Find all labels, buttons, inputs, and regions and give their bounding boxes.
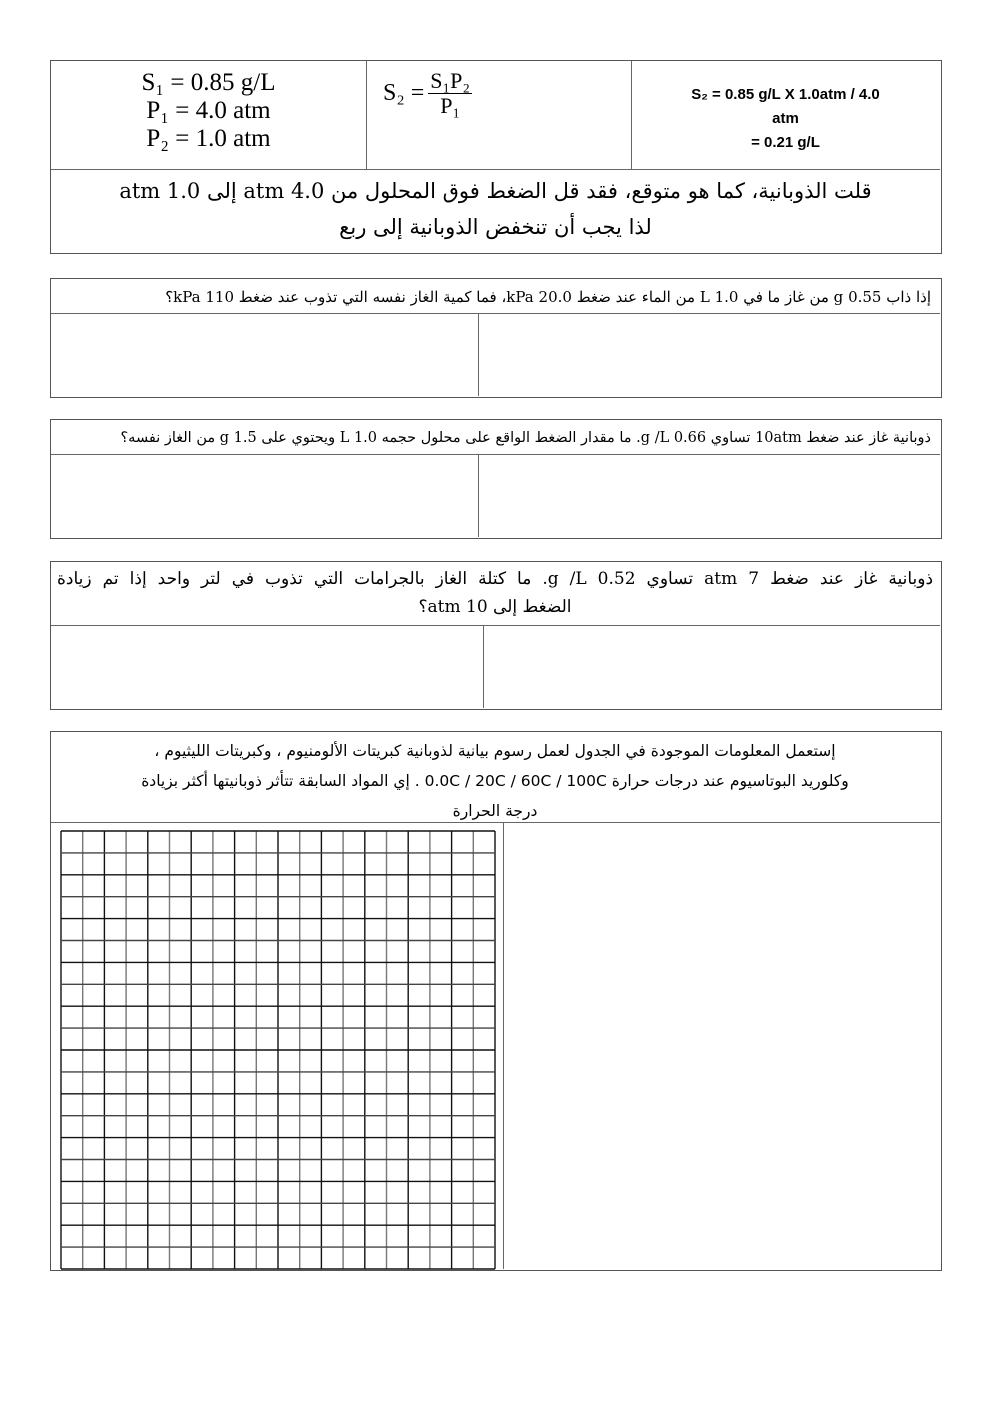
calc-line: = 0.21 g/L [751, 134, 820, 151]
task-text [57, 736, 933, 826]
answer-area-left[interactable] [51, 627, 483, 708]
divider [51, 169, 940, 170]
calculation-cell [633, 83, 938, 155]
formula-denominator: P₁ [440, 93, 461, 118]
given-p2: P₂ = 1.0 atm [146, 125, 271, 152]
formula-cell [383, 69, 623, 118]
divider [483, 625, 484, 708]
divider [478, 313, 479, 396]
question-1 [50, 278, 942, 398]
explanation-line: لذا يجب أن تنخفض الذوبانية إلى ربع [339, 215, 652, 239]
question-text [57, 565, 933, 621]
example-table [50, 60, 942, 254]
divider [51, 313, 940, 314]
answer-area-right[interactable] [480, 315, 938, 397]
divider [51, 625, 940, 626]
task-line: إستعمل المعلومات الموجودة في الجدول لعمل رسوم بيانية لذوبانية كبريتات الألومنيوم ، وكبريتات الليثيوم ، [154, 742, 836, 760]
divider [51, 454, 940, 455]
question-3 [50, 561, 942, 710]
given-s1: S₁ = 0.85 g/L [141, 69, 276, 96]
divider [631, 61, 632, 169]
question-text: إذا ذاب 0.55 g من غاز ما في 1.0 L من الماء عند ضغط 20.0 kPa، فما كمية الغاز نفسه التي تذوب عند ضغط 110 kPa؟ [165, 288, 931, 306]
question-line: الضغط إلى 10 atm؟ [418, 597, 572, 617]
task-line: وكلوريد البوتاسيوم عند درجات حرارة 0.0C / 20C / 60C / 100C . إي المواد السابقة تتأثر ذوبانيتها أكثر بزيادة [141, 772, 849, 790]
question-2 [50, 419, 942, 539]
task-line: درجة الحرارة [452, 802, 538, 820]
answer-area-right[interactable] [480, 456, 938, 538]
graph-paper-grid[interactable] [60, 830, 496, 1270]
divider [366, 61, 367, 169]
question-line: ذوبانية غاز عند ضغط 7 atm تساوي 0.52 g /L. ما كتلة الغاز بالجرامات التي تذوب في لتر واحد إذا تم زيادة [57, 569, 934, 589]
answer-area-right[interactable] [485, 627, 938, 708]
divider [51, 822, 940, 823]
givens-cell [51, 69, 366, 153]
answer-area-left[interactable] [51, 315, 478, 397]
given-p1: P₁ = 4.0 atm [146, 97, 271, 124]
answer-area-left[interactable] [51, 456, 478, 538]
divider [478, 454, 479, 537]
explanation-line: قلت الذوبانية، كما هو متوقع، فقد قل الضغط فوق المحلول من 4.0 atm إلى 1.0 atm [119, 179, 872, 203]
answer-area-right[interactable] [505, 824, 938, 1268]
calc-line: atm [772, 110, 799, 127]
calc-line: S₂ = 0.85 g/L X 1.0atm / 4.0 [691, 86, 880, 103]
formula-numerator: S₁P₂ [430, 68, 471, 93]
formula-fraction [428, 69, 472, 118]
divider [503, 822, 504, 1269]
explanation-cell [51, 173, 940, 245]
question-text: ذوبانية غاز عند ضغط 10atm تساوي 0.66 g /L. ما مقدار الضغط الواقع على محلول حجمه 1.0 L ويحتوي على 1.5 g من الغاز نفسه؟ [120, 430, 931, 446]
formula-lhs: S₂ = [383, 80, 425, 106]
